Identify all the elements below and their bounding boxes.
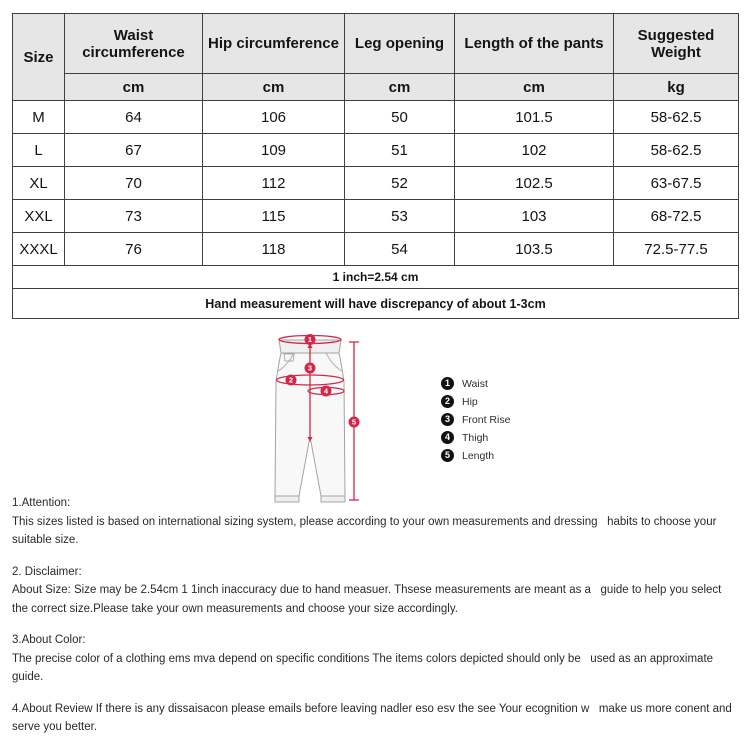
section-heading: 3.About Color: bbox=[12, 634, 86, 646]
legend-label-length: Length bbox=[462, 449, 495, 462]
table-row bbox=[13, 134, 739, 167]
legend-item-front-rise bbox=[441, 413, 510, 426]
section-disclaimer bbox=[12, 563, 739, 619]
table-row bbox=[13, 200, 739, 233]
marker-3-number: 3 bbox=[307, 363, 313, 373]
unit-waist: cm bbox=[65, 74, 203, 101]
section-body: The precise color of a clothing ems mva depend on specific conditions The items colors depicted should only be used as an approximate guide. bbox=[12, 652, 717, 683]
legend-bullet-3: 3 bbox=[441, 413, 454, 426]
waist-cell: 70 bbox=[65, 167, 203, 200]
col-header-waist: Waist circumference bbox=[65, 14, 203, 74]
legend-item-thigh bbox=[441, 431, 510, 444]
weight-cell: 63-67.5 bbox=[614, 167, 739, 200]
table-row bbox=[13, 101, 739, 134]
legend-label-front-rise: Front Rise bbox=[462, 413, 511, 426]
size-cell: XL bbox=[13, 167, 65, 200]
length-cell: 103.5 bbox=[455, 233, 614, 266]
section-heading: 2. Disclaimer: bbox=[12, 565, 82, 578]
leg-opening-cell: 53 bbox=[345, 200, 455, 233]
measurement-diagram bbox=[0, 330, 750, 510]
leg-opening-cell: 51 bbox=[345, 134, 455, 167]
note-row-inch bbox=[13, 266, 739, 289]
section-body: About Size: Size may be 2.54cm 1 1inch inaccuracy due to hand measuer. Thsese measurements are meant as a guide to help you select the correct size.Please take your own measurements and choose your size accordingly. bbox=[12, 584, 725, 615]
legend-label-thigh: Thigh bbox=[462, 431, 489, 444]
measurement-legend bbox=[441, 377, 510, 467]
weight-cell: 72.5-77.5 bbox=[614, 233, 739, 266]
legend-bullet-2: 2 bbox=[441, 395, 454, 408]
size-chart-table bbox=[12, 13, 739, 319]
unit-row bbox=[13, 74, 739, 101]
legend-bullet-4: 4 bbox=[441, 431, 454, 444]
legend-item-waist bbox=[441, 377, 510, 390]
unit-leg-opening: cm bbox=[345, 74, 455, 101]
info-sections bbox=[12, 494, 739, 750]
pants-illustration bbox=[256, 330, 366, 510]
leg-opening-cell: 52 bbox=[345, 167, 455, 200]
note-inch-conversion: 1 inch=2.54 cm bbox=[13, 266, 739, 289]
size-cell: XXXL bbox=[13, 233, 65, 266]
note-hand-measurement: Hand measurement will have discrepancy of about 1-3cm bbox=[13, 289, 739, 319]
table-row bbox=[13, 233, 739, 266]
note-row-discrepancy bbox=[13, 289, 739, 319]
unit-hip: cm bbox=[203, 74, 345, 101]
waist-cell: 64 bbox=[65, 101, 203, 134]
leg-opening-cell: 54 bbox=[345, 233, 455, 266]
col-header-length: Length of the pants bbox=[455, 14, 614, 74]
section-about-color bbox=[12, 631, 739, 687]
section-heading: 1.Attention: bbox=[12, 497, 71, 509]
leg-opening-cell: 50 bbox=[345, 101, 455, 134]
section-about-review bbox=[12, 700, 739, 737]
waist-cell: 73 bbox=[65, 200, 203, 233]
size-cell: M bbox=[13, 101, 65, 134]
marker-4-number: 4 bbox=[323, 386, 329, 396]
legend-label-hip: Hip bbox=[462, 395, 478, 408]
section-body: 4.About Review If there is any dissaisacon please emails before leaving nadler eso esv the see Your ecognition w make us more conent and serve you better. bbox=[12, 702, 736, 733]
legend-label-waist: Waist bbox=[462, 377, 488, 390]
hip-cell: 109 bbox=[203, 134, 345, 167]
marker-1-number: 1 bbox=[307, 335, 313, 345]
length-cell: 102.5 bbox=[455, 167, 614, 200]
hip-cell: 118 bbox=[203, 233, 345, 266]
hip-cell: 112 bbox=[203, 167, 345, 200]
section-body: This sizes listed is based on international sizing system, please according to your own measurements and dressing habits to choose your suitable size. bbox=[12, 515, 720, 546]
col-header-size: Size bbox=[13, 14, 65, 101]
unit-length: cm bbox=[455, 74, 614, 101]
weight-cell: 58-62.5 bbox=[614, 101, 739, 134]
weight-cell: 58-62.5 bbox=[614, 134, 739, 167]
size-cell: XXL bbox=[13, 200, 65, 233]
length-cell: 103 bbox=[455, 200, 614, 233]
hip-cell: 106 bbox=[203, 101, 345, 134]
waist-cell: 67 bbox=[65, 134, 203, 167]
size-cell: L bbox=[13, 134, 65, 167]
col-header-weight: Suggested Weight bbox=[614, 14, 739, 74]
col-header-hip: Hip circumference bbox=[203, 14, 345, 74]
legend-bullet-1: 1 bbox=[441, 377, 454, 390]
marker-2-number: 2 bbox=[288, 375, 294, 385]
legend-item-hip bbox=[441, 395, 510, 408]
col-header-leg-opening: Leg opening bbox=[345, 14, 455, 74]
marker-5-number: 5 bbox=[351, 417, 357, 427]
header-row bbox=[13, 14, 739, 74]
hip-cell: 115 bbox=[203, 200, 345, 233]
weight-cell: 68-72.5 bbox=[614, 200, 739, 233]
length-cell: 101.5 bbox=[455, 101, 614, 134]
waist-cell: 76 bbox=[65, 233, 203, 266]
table-row bbox=[13, 167, 739, 200]
legend-item-length bbox=[441, 449, 510, 462]
unit-weight: kg bbox=[614, 74, 739, 101]
legend-bullet-5: 5 bbox=[441, 449, 454, 462]
section-attention bbox=[12, 494, 739, 550]
length-cell: 102 bbox=[455, 134, 614, 167]
